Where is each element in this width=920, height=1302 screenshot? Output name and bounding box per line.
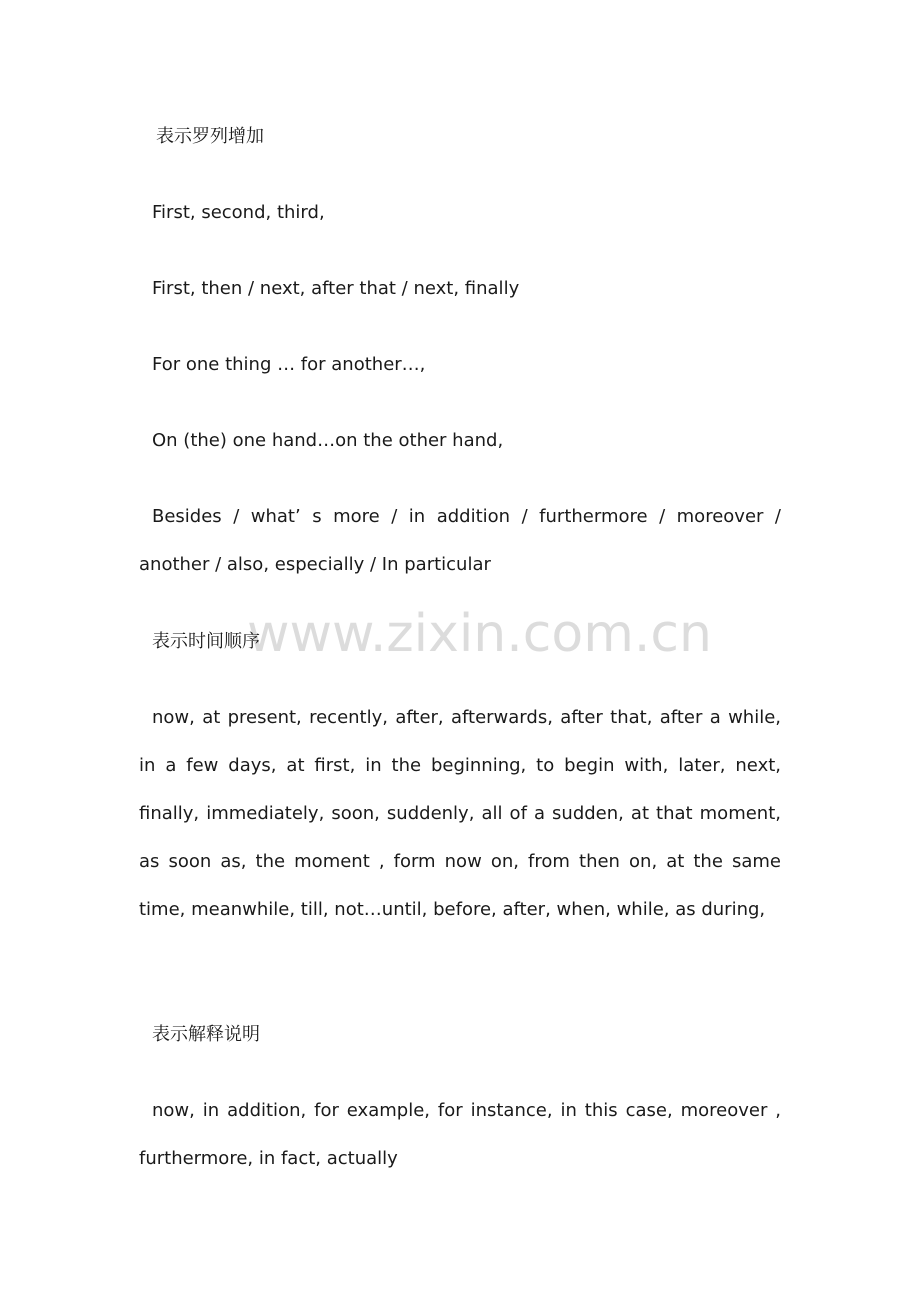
section-heading-enumeration: 表示罗列增加 [156, 126, 264, 147]
enumeration-line-3: For one thing … for another…, [152, 354, 426, 375]
enumeration-line-4: On (the) one hand…on the other hand, [152, 430, 504, 451]
time-order-paragraph: now, at present, recently, after, afterwards, after that, after a while, in a few days, at first, in the beginning, to begin with, later, next, finally, immediately, soon, suddenly, all of a sudden, at that moment, as soon as, the moment , form now on, from then on, at the same time, meanwhile, till, not…until, before, after, when, while, as during, [139, 707, 781, 920]
explanation-paragraph: now, in addition, for example, for instance, in this case, moreover , furthermore, in fact, actually [139, 1100, 781, 1169]
watermark: www.zixin.com.cn [247, 604, 712, 664]
enumeration-line-1: First, second, third, [152, 202, 325, 223]
enumeration-line-2: First, then / next, after that / next, finally [152, 278, 520, 299]
enumeration-paragraph: Besides / what’ s more / in addition / furthermore / moreover / another / also, especially / In particular [139, 506, 781, 575]
section-heading-time-order: 表示时间顺序 [152, 631, 260, 652]
section-heading-explanation: 表示解释说明 [152, 1024, 260, 1045]
